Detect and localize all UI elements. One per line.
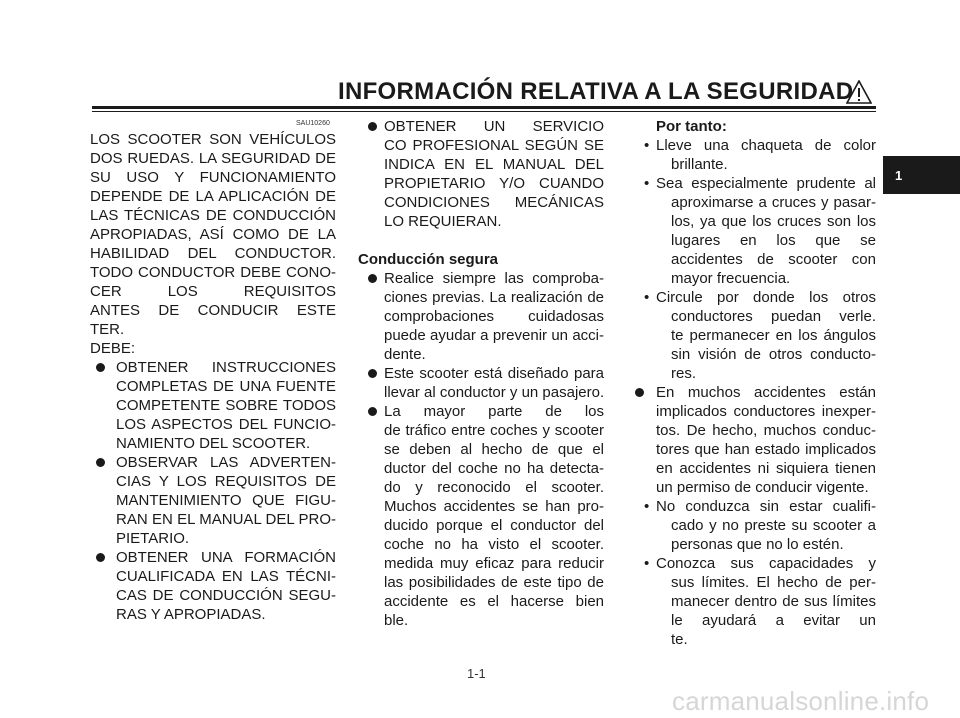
text-line: LOS ASPECTOS DEL FUNCIO- <box>116 416 336 433</box>
text-line: TODO CONDUCTOR DEBE CONO- <box>90 264 336 281</box>
text-line: tos. De hecho, muchos conduc- <box>656 422 876 439</box>
text-line: te permanecer en los ángulos <box>671 327 876 344</box>
text-line: do y reconocido el scooter. <box>384 479 604 496</box>
text-line: ANTES DE CONDUCIR ESTE <box>90 302 336 319</box>
bullet-dot <box>96 363 105 372</box>
text-line: Sea especialmente prudente al <box>656 175 876 192</box>
text-line: res. <box>671 365 697 382</box>
text-line: coche no ha visto el scooter. <box>384 536 604 553</box>
text-line: sus límites. El hecho de per- <box>671 574 876 591</box>
list-item <box>358 402 604 630</box>
text-line: los, ya que los cruces son los <box>671 213 876 230</box>
text-line: HABILIDAD DEL CONDUCTOR. <box>90 245 336 262</box>
text-line: CUALIFICADA EN LAS TÉCNI- <box>116 568 336 585</box>
text-line: DOS RUEDAS. LA SEGURIDAD DE <box>90 150 336 167</box>
text-line: OBSERVAR LAS ADVERTEN- <box>116 454 336 471</box>
text-line: puede ayudar a prevenir un acci- <box>384 327 604 344</box>
text-line: se deben al hecho de que el <box>384 441 604 458</box>
header-rule <box>92 106 876 109</box>
text-line: Muchos accidentes se han pro- <box>384 498 604 515</box>
text-line: medida muy eficaz para reducir <box>384 555 604 572</box>
sub-bullet: • <box>644 137 650 154</box>
sub-list-item <box>630 288 876 383</box>
text-line: tores que han estado implicados <box>656 441 876 458</box>
reference-code: SAU10260 <box>296 120 330 127</box>
text-line: te. <box>671 631 688 648</box>
bullet-dot <box>368 407 377 416</box>
text-line: OBTENER INSTRUCCIONES <box>116 359 336 376</box>
text-line: OBTENER UNA FORMACIÓN <box>116 549 336 566</box>
text-line: PROPIETARIO Y/O CUANDO <box>384 175 604 192</box>
text-line: brillante. <box>671 156 728 173</box>
text-line: PIETARIO. <box>116 530 190 547</box>
text-line: accidente es el hacerse bien <box>384 593 604 610</box>
page-title: INFORMACIÓN RELATIVA A LA SEGURIDAD <box>338 78 854 105</box>
section-heading: Por tanto: <box>656 118 727 135</box>
text-line: LO REQUIERAN. <box>384 213 502 230</box>
text-line: un permiso de conducir vigente. <box>656 479 869 496</box>
text-line: aproximarse a cruces y pasar- <box>671 194 876 211</box>
list-item <box>630 383 876 497</box>
text-line: le ayudará a evitar un <box>671 612 876 629</box>
text-line: ble. <box>384 612 409 629</box>
text-line: personas que no lo estén. <box>671 536 844 553</box>
text-line: ciones previas. La realización de <box>384 289 604 306</box>
bullet-dot <box>635 388 644 397</box>
text-line: Realice siempre las comproba- <box>384 270 604 287</box>
text-line: La mayor parte de los <box>384 403 604 420</box>
list-item <box>90 548 336 624</box>
watermark: carmanualsonline.info <box>672 686 930 716</box>
page-number: 1-1 <box>467 666 486 681</box>
column-1 <box>90 130 336 624</box>
bullet-dot <box>96 458 105 467</box>
text-line: manecer dentro de sus límites <box>671 593 876 610</box>
text-line: Circule por donde los otros <box>656 289 876 306</box>
text-line: dente. <box>384 346 426 363</box>
bullet-dot <box>368 369 377 378</box>
list-item <box>358 364 604 402</box>
text-line: INDICA EN EL MANUAL DEL <box>384 156 604 173</box>
column-2 <box>358 117 604 630</box>
text-line: CER LOS REQUISITOS <box>90 283 336 300</box>
list-item <box>358 117 604 231</box>
text-line: Conozca sus capacidades y <box>656 555 876 572</box>
text-line: No conduzca sin estar cualifi- <box>656 498 876 515</box>
bullet-dot <box>368 122 377 131</box>
sub-bullet: • <box>644 175 650 192</box>
sub-list-item <box>630 136 876 174</box>
text-line: mayor frecuencia. <box>671 270 791 287</box>
sub-list-item <box>630 174 876 288</box>
text-line: APROPIADAS, ASÍ COMO DE LA <box>90 226 336 243</box>
sub-list-item <box>630 554 876 649</box>
text-line: LAS TÉCNICAS DE CONDUCCIÓN <box>90 207 336 224</box>
header-rule-thin <box>92 111 876 112</box>
bullet-dot <box>96 553 105 562</box>
text-line: RAN EN EL MANUAL DEL PRO- <box>116 511 336 528</box>
debe-label: DEBE: <box>90 340 136 357</box>
text-line: cado y no preste su scooter a <box>671 517 876 534</box>
text-line: LOS SCOOTER SON VEHÍCULOS <box>90 131 336 148</box>
text-line: COMPETENTE SOBRE TODOS <box>116 397 336 414</box>
text-line: RAS Y APROPIADAS. <box>116 606 266 623</box>
chapter-number: 1 <box>895 167 903 183</box>
text-line: TER. <box>90 321 125 338</box>
column-3 <box>630 117 876 649</box>
text-line: CO PROFESIONAL SEGÚN SE <box>384 137 604 154</box>
list-item <box>358 269 604 364</box>
text-line: sin visión de otros conducto- <box>671 346 876 363</box>
text-line: conductores puedan verle. <box>671 308 876 325</box>
text-line: CAS DE CONDUCCIÓN SEGU- <box>116 587 336 604</box>
text-line: llevar al conductor y un pasajero. <box>384 384 605 401</box>
text-line: accidentes de scooter con <box>671 251 876 268</box>
text-line: CONDICIONES MECÁNICAS <box>384 194 604 211</box>
text-line: Este scooter está diseñado para <box>384 365 604 382</box>
list-item <box>90 453 336 548</box>
text-line: implicados conductores inexper- <box>656 403 876 420</box>
list-item <box>90 358 336 453</box>
text-line: ductor del coche no ha detecta- <box>384 460 604 477</box>
sub-bullet: • <box>644 289 650 306</box>
chapter-tab <box>883 156 960 194</box>
text-line: NAMIENTO DEL SCOOTER. <box>116 435 311 452</box>
text-line: MANTENIMIENTO QUE FIGU- <box>116 492 336 509</box>
text-line: SU USO Y FUNCIONAMIENTO <box>90 169 336 186</box>
warning-triangle-icon <box>846 80 872 104</box>
text-line: DEPENDE DE LA APLICACIÓN DE <box>90 188 336 205</box>
text-line: COMPLETAS DE UNA FUENTE <box>116 378 336 395</box>
text-line: en accidentes ni siquiera tienen <box>656 460 876 477</box>
text-line: lugares en los que se <box>671 232 876 249</box>
text-line: de tráfico entre coches y scooter <box>384 422 604 439</box>
sub-bullet: • <box>644 555 650 572</box>
text-line: las posibilidades de este tipo de <box>384 574 604 591</box>
text-line: comprobaciones cuidadosas <box>384 308 604 325</box>
intro-paragraph <box>90 130 336 339</box>
text-line: CIAS Y LOS REQUISITOS DE <box>116 473 336 490</box>
bullet-dot <box>368 274 377 283</box>
sub-bullet: • <box>644 498 650 515</box>
text-line: OBTENER UN SERVICIO <box>384 118 604 135</box>
section-heading: Conducción segura <box>358 251 499 268</box>
sub-list-item <box>630 497 876 554</box>
text-line: Lleve una chaqueta de color <box>656 137 876 154</box>
text-line: En muchos accidentes están <box>656 384 876 401</box>
text-line: ducido porque el conductor del <box>384 517 604 534</box>
